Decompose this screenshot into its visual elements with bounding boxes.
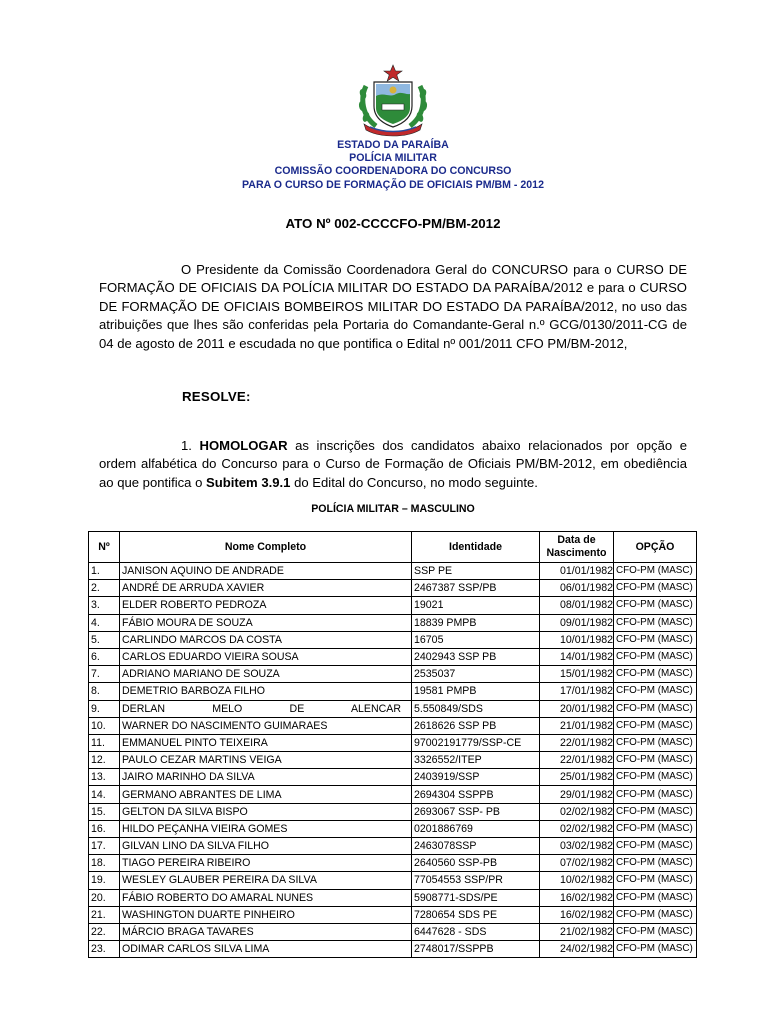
row-name: FÁBIO MOURA DE SOUZA	[120, 614, 412, 631]
row-option: CFO-PM (MASC)	[614, 769, 697, 786]
row-option: CFO-PM (MASC)	[614, 855, 697, 872]
header-option: OPÇÃO	[614, 532, 697, 563]
ato-title: ATO Nº 002-CCCCFO-PM/BM-2012	[285, 216, 501, 231]
table-row	[89, 700, 697, 717]
subitem-reference: Subitem 3.9.1	[206, 474, 291, 490]
row-identity: 2467387 SSP/PB	[412, 580, 540, 597]
homologation-text-b: do Edital do Concurso, no modo seguinte.	[294, 474, 538, 490]
row-option: CFO-PM (MASC)	[614, 717, 697, 734]
row-identity: 77054553 SSP/PR	[412, 872, 540, 889]
table-row	[89, 734, 697, 751]
row-name: FÁBIO ROBERTO DO AMARAL NUNES	[120, 889, 412, 906]
row-number: 9.	[89, 700, 120, 717]
table-row	[89, 597, 697, 614]
row-number: 21.	[89, 906, 120, 923]
row-name: DEMETRIO BARBOZA FILHO	[120, 683, 412, 700]
table-row	[89, 769, 697, 786]
table-row	[89, 803, 697, 820]
row-birth-date: 16/02/1982	[540, 906, 614, 923]
header-birth-date	[540, 532, 614, 563]
homologar-verb: HOMOLOGAR	[199, 438, 288, 453]
row-name: WASHINGTON DUARTE PINHEIRO	[120, 906, 412, 923]
row-birth-date: 17/01/1982	[540, 683, 614, 700]
preamble-text: O Presidente da Comissão Coordenadora Geral do CONCURSO para o CURSO DE FORMAÇÃO DE OFICIAIS DA POLÍCIA MILITAR DO ESTADO DA PARAÍBA/2012 e para o CURSO DE FORMAÇÃO DE OFICIAIS BOMBEIROS MILITAR DO ESTADO DA PARAÍBA/2012, no uso das atribuições que lhes são conferidas pela Portaria do Comandante-Geral n.º GCG/0130/2011-CG de 04 de agosto de 2011 e escudada no que pontifica o Edital nº 001/2011 CFO PM/BM-2012,	[99, 262, 687, 351]
header-commission: COMISSÃO COORDENADORA DO CONCURSO	[274, 165, 512, 178]
table-row	[89, 923, 697, 940]
header-identity: Identidade	[412, 532, 540, 563]
row-name: ODIMAR CARLOS SILVA LIMA	[120, 941, 412, 958]
row-identity: 18839 PMPB	[412, 614, 540, 631]
row-number: 15.	[89, 803, 120, 820]
table-row	[89, 666, 697, 683]
table-row	[89, 648, 697, 665]
table-row	[89, 906, 697, 923]
row-name: MÁRCIO BRAGA TAVARES	[120, 923, 412, 940]
table-row	[89, 717, 697, 734]
row-name: ANDRÉ DE ARRUDA XAVIER	[120, 580, 412, 597]
table-row	[89, 786, 697, 803]
row-identity: 0201886769	[412, 820, 540, 837]
row-birth-date: 15/01/1982	[540, 666, 614, 683]
row-option: CFO-PM (MASC)	[614, 872, 697, 889]
table-row	[89, 872, 697, 889]
row-identity: 5908771-SDS/PE	[412, 889, 540, 906]
row-name: GERMANO ABRANTES DE LIMA	[120, 786, 412, 803]
row-birth-date: 09/01/1982	[540, 614, 614, 631]
row-option: CFO-PM (MASC)	[614, 820, 697, 837]
row-option: CFO-PM (MASC)	[614, 786, 697, 803]
table-row	[89, 855, 697, 872]
row-number: 8.	[89, 683, 120, 700]
header-birth-line2: Nascimento	[546, 547, 607, 559]
row-number: 2.	[89, 580, 120, 597]
table-row	[89, 752, 697, 769]
row-identity: 3326552/ITEP	[412, 752, 540, 769]
row-identity: 5.550849/SDS	[412, 700, 540, 717]
row-number: 12.	[89, 752, 120, 769]
row-name: JANISON AQUINO DE ANDRADE	[120, 563, 412, 580]
row-birth-date: 21/01/1982	[540, 717, 614, 734]
row-name: WESLEY GLAUBER PEREIRA DA SILVA	[120, 872, 412, 889]
row-birth-date: 14/01/1982	[540, 648, 614, 665]
row-option: CFO-PM (MASC)	[614, 700, 697, 717]
table-row	[89, 683, 697, 700]
row-option: CFO-PM (MASC)	[614, 941, 697, 958]
row-birth-date: 16/02/1982	[540, 889, 614, 906]
row-number: 13.	[89, 769, 120, 786]
row-birth-date: 21/02/1982	[540, 923, 614, 940]
table-row	[89, 631, 697, 648]
row-identity: 2403919/SSP	[412, 769, 540, 786]
row-number: 22.	[89, 923, 120, 940]
row-option: CFO-PM (MASC)	[614, 923, 697, 940]
paraiba-coat-of-arms-emblem	[356, 64, 430, 138]
row-option: CFO-PM (MASC)	[614, 838, 697, 855]
row-number: 18.	[89, 855, 120, 872]
row-identity: 16705	[412, 631, 540, 648]
homologation-text-a: as inscrições dos candidatos abaixo relacionados por opção e ordem alfabética do Concurso para o Curso de Formação de Oficiais PM/BM-2012, em obediência ao que pontifica o	[99, 438, 688, 490]
row-identity: 6447628 - SDS	[412, 923, 540, 940]
homologation-paragraph	[99, 437, 687, 492]
header-birth-line1: Data de	[557, 534, 596, 546]
row-identity: 97002191779/SSP-CE	[412, 734, 540, 751]
row-name: EMMANUEL PINTO TEIXEIRA	[120, 734, 412, 751]
row-identity: 2640560 SSP-PB	[412, 855, 540, 872]
table-row	[89, 580, 697, 597]
row-name: GELTON DA SILVA BISPO	[120, 803, 412, 820]
row-identity: 7280654 SDS PE	[412, 906, 540, 923]
row-name: PAULO CEZAR MARTINS VEIGA	[120, 752, 412, 769]
row-option: CFO-PM (MASC)	[614, 580, 697, 597]
row-identity: 2463078SSP	[412, 838, 540, 855]
row-option: CFO-PM (MASC)	[614, 597, 697, 614]
table-title: POLÍCIA MILITAR – MASCULINO	[311, 503, 475, 515]
row-identity: 2693067 SSP- PB	[412, 803, 540, 820]
row-birth-date: 10/01/1982	[540, 631, 614, 648]
row-birth-date: 24/02/1982	[540, 941, 614, 958]
row-number: 23.	[89, 941, 120, 958]
row-number: 6.	[89, 648, 120, 665]
table-row	[89, 889, 697, 906]
row-name: GILVAN LINO DA SILVA FILHO	[120, 838, 412, 855]
row-birth-date: 01/01/1982	[540, 563, 614, 580]
row-birth-date: 10/02/1982	[540, 872, 614, 889]
row-identity: 2535037	[412, 666, 540, 683]
row-birth-date: 25/01/1982	[540, 769, 614, 786]
row-name: CARLINDO MARCOS DA COSTA	[120, 631, 412, 648]
row-option: CFO-PM (MASC)	[614, 906, 697, 923]
row-option: CFO-PM (MASC)	[614, 683, 697, 700]
row-birth-date: 29/01/1982	[540, 786, 614, 803]
row-number: 17.	[89, 838, 120, 855]
row-birth-date: 20/01/1982	[540, 700, 614, 717]
row-birth-date: 22/01/1982	[540, 752, 614, 769]
row-birth-date: 06/01/1982	[540, 580, 614, 597]
row-birth-date: 02/02/1982	[540, 803, 614, 820]
row-option: CFO-PM (MASC)	[614, 631, 697, 648]
row-option: CFO-PM (MASC)	[614, 648, 697, 665]
row-option: CFO-PM (MASC)	[614, 734, 697, 751]
row-birth-date: 03/02/1982	[540, 838, 614, 855]
row-identity: SSP PE	[412, 563, 540, 580]
row-number: 4.	[89, 614, 120, 631]
row-birth-date: 08/01/1982	[540, 597, 614, 614]
resolve-heading: RESOLVE:	[182, 389, 251, 404]
row-birth-date: 22/01/1982	[540, 734, 614, 751]
row-number: 11.	[89, 734, 120, 751]
header-course: PARA O CURSO DE FORMAÇÃO DE OFICIAIS PM/BM - 2012	[242, 178, 544, 191]
table-row	[89, 820, 697, 837]
row-number: 7.	[89, 666, 120, 683]
row-number: 14.	[89, 786, 120, 803]
table-row	[89, 838, 697, 855]
table-row	[89, 941, 697, 958]
header-police: POLÍCIA MILITAR	[349, 152, 437, 165]
row-birth-date: 02/02/1982	[540, 820, 614, 837]
header-state: ESTADO DA PARAÍBA	[337, 139, 449, 151]
row-identity: 2618626 SSP PB	[412, 717, 540, 734]
row-identity: 19581 PMPB	[412, 683, 540, 700]
row-number: 1.	[89, 563, 120, 580]
row-number: 10.	[89, 717, 120, 734]
row-name: JAIRO MARINHO DA SILVA	[120, 769, 412, 786]
row-option: CFO-PM (MASC)	[614, 803, 697, 820]
candidates-table	[88, 531, 697, 958]
row-identity: 2402943 SSP PB	[412, 648, 540, 665]
table-row	[89, 563, 697, 580]
row-number: 3.	[89, 597, 120, 614]
row-identity: 2748017/SSPPB	[412, 941, 540, 958]
row-option: CFO-PM (MASC)	[614, 614, 697, 631]
row-name: ADRIANO MARIANO DE SOUZA	[120, 666, 412, 683]
row-name: CARLOS EDUARDO VIEIRA SOUSA	[120, 648, 412, 665]
row-name: DERLAN MELO DE ALENCAR	[120, 700, 412, 717]
row-name: ELDER ROBERTO PEDROZA	[120, 597, 412, 614]
item-number: 1.	[181, 438, 192, 453]
header-name: Nome Completo	[120, 532, 412, 563]
row-option: CFO-PM (MASC)	[614, 666, 697, 683]
preamble-paragraph	[99, 261, 687, 353]
table-row	[89, 614, 697, 631]
row-name: WARNER DO NASCIMENTO GUIMARAES	[120, 717, 412, 734]
table-header-row	[89, 532, 697, 563]
row-birth-date: 07/02/1982	[540, 855, 614, 872]
row-identity: 2694304 SSPPB	[412, 786, 540, 803]
row-number: 19.	[89, 872, 120, 889]
row-identity: 19021	[412, 597, 540, 614]
document-header	[0, 139, 770, 192]
header-number: Nº	[89, 532, 120, 563]
row-option: CFO-PM (MASC)	[614, 563, 697, 580]
row-number: 5.	[89, 631, 120, 648]
row-option: CFO-PM (MASC)	[614, 752, 697, 769]
row-option: CFO-PM (MASC)	[614, 889, 697, 906]
row-name: TIAGO PEREIRA RIBEIRO	[120, 855, 412, 872]
row-name: HILDO PEÇANHA VIEIRA GOMES	[120, 820, 412, 837]
row-number: 16.	[89, 820, 120, 837]
row-number: 20.	[89, 889, 120, 906]
